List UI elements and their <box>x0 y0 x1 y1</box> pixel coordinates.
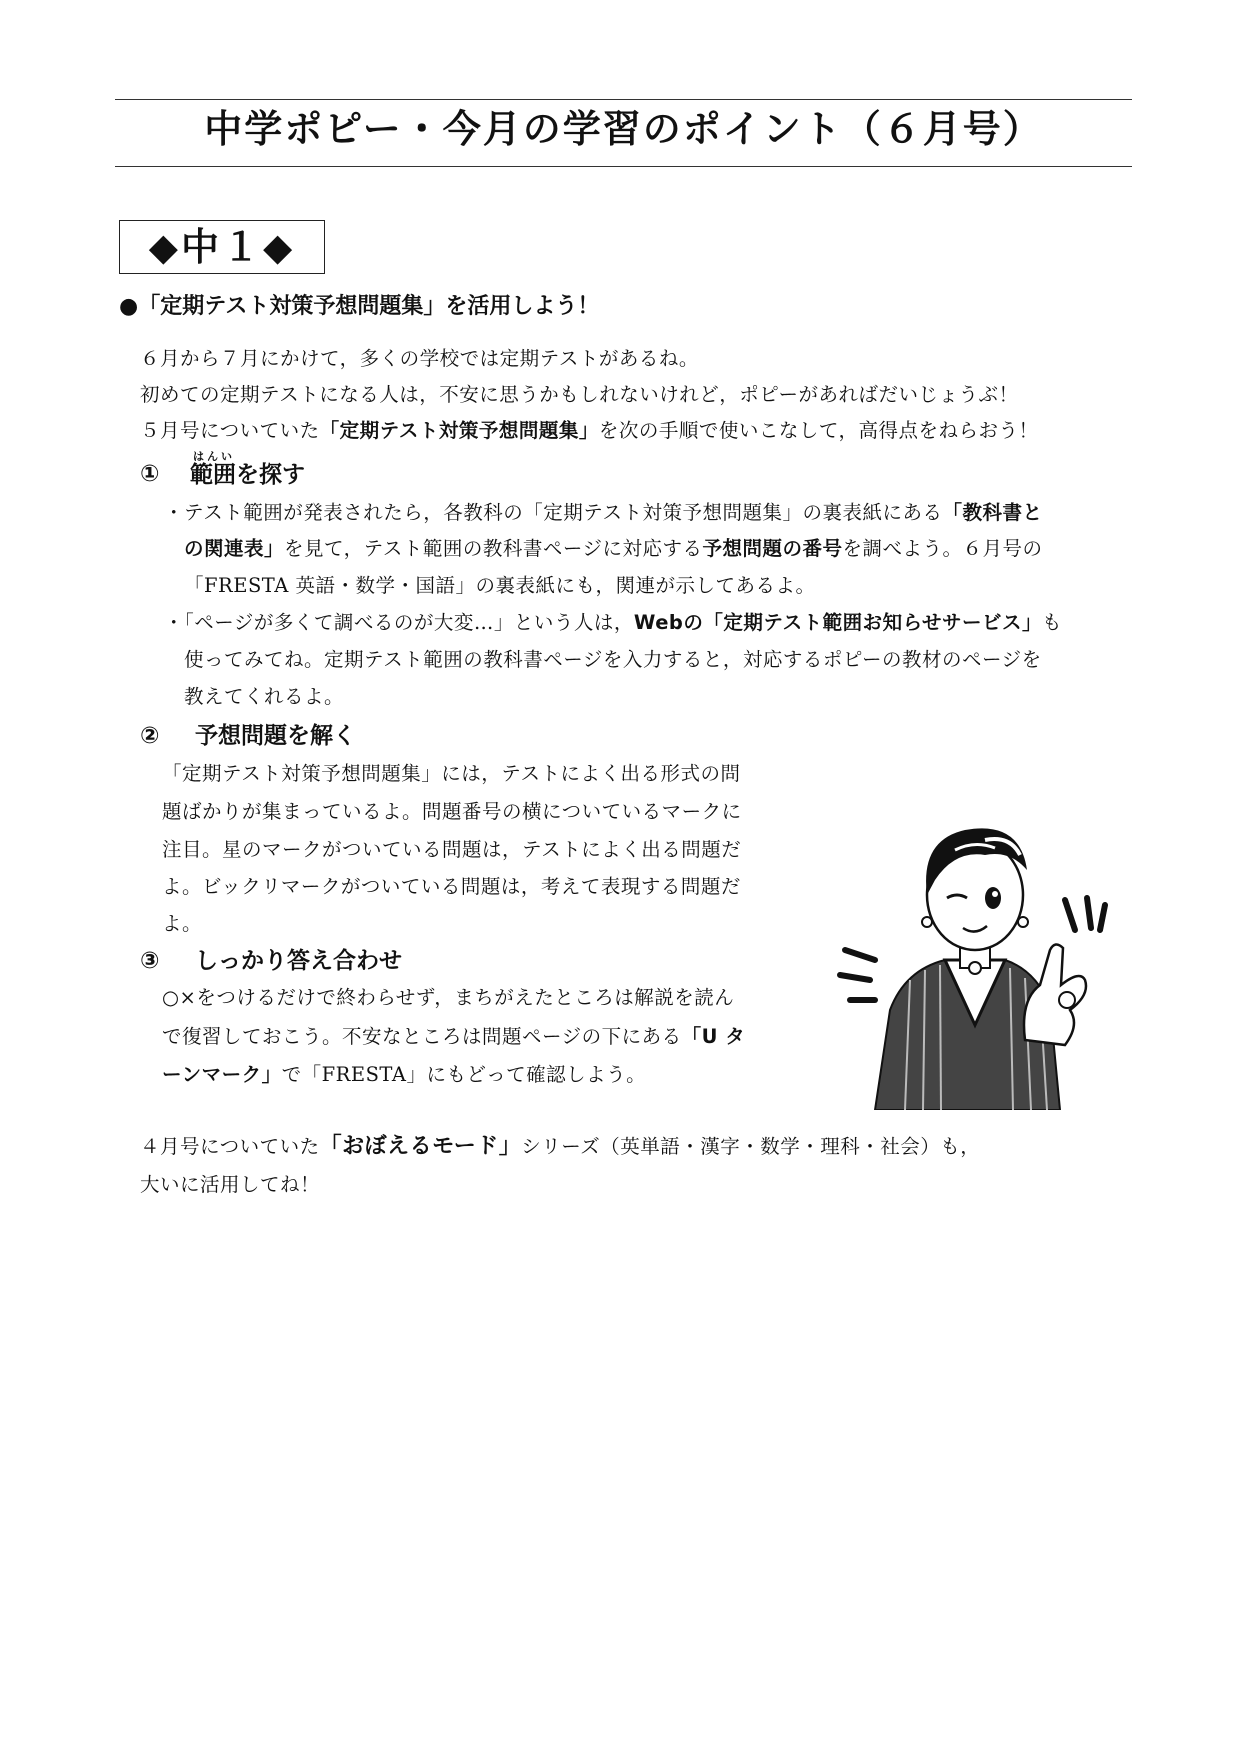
step3-line-3: ーンマーク」で「FRESTA」にもどって確認しよう。 <box>162 1063 647 1086</box>
step2-line-3: 注目。星のマークがついている問題は，テストによく出る問題だ <box>162 838 742 861</box>
step1-bullet1-line3: 「FRESTA 英語・数学・国語」の裏表紙にも，関連が示してあるよ。 <box>184 574 816 597</box>
girl-ok-sign-illustration <box>835 810 1120 1110</box>
step3-title: しっかり答え合わせ <box>195 948 402 974</box>
step1-ruby: はんい <box>193 450 235 463</box>
title-rule-bottom <box>115 166 1132 167</box>
step1-bullet1-line1: ・テスト範囲が発表されたら，各教科の「定期テスト対策予想問題集」の裏表紙にある「教科書と <box>164 501 1043 524</box>
title-rule-top <box>115 99 1132 100</box>
page-title: 中学ポピー・今月の学習のポイント（６月号） <box>204 107 1043 151</box>
step1-title: 範囲を探す <box>190 462 305 488</box>
step3-number: ③ <box>140 948 160 974</box>
step2-line-1: 「定期テスト対策予想問題集」には，テストによく出る形式の問 <box>162 762 741 785</box>
closing-line-2: 大いに活用してね！ <box>140 1173 321 1196</box>
step2-number: ② <box>140 723 160 749</box>
intro-line-2: 初めての定期テストになる人は，不安に思うかもしれないけれど，ポピーがあればだいじょうぶ！ <box>140 383 1019 406</box>
closing-line-1: ４月号についていた「おぼえるモード」シリーズ（英単語・漢字・数学・理科・社会）も， <box>140 1134 981 1159</box>
step3-line-1: ○×をつけるだけで終わらせず，まちがえたところは解説を読ん <box>162 986 735 1009</box>
step3-line-2: で復習しておこう。不安なところは問題ページの下にある「U タ <box>162 1025 746 1048</box>
section-heading: ●「定期テスト対策予想問題集」を活用しよう！ <box>119 294 600 319</box>
step1-bullet2-line3: 教えてくれるよ。 <box>184 685 345 708</box>
step2-line-5: よ。 <box>162 912 203 935</box>
step2-line-4: よ。ビックリマークがついている問題は，考えて表現する問題だ <box>162 875 741 898</box>
step1-number: ① <box>140 461 160 487</box>
intro-line-3: ５月号についていた「定期テスト対策予想問題集」を次の手順で使いこなして，高得点をねらおう！ <box>140 419 1039 442</box>
intro-line-1: ６月から７月にかけて，多くの学校では定期テストがあるね。 <box>140 347 699 370</box>
step1-bullet2-line2: 使ってみてね。定期テスト範囲の教科書ページを入力すると，対応するポピーの教材のページを <box>184 648 1042 671</box>
step2-line-2: 題ばかりが集まっているよ。問題番号の横についているマークに <box>162 800 742 823</box>
step1-bullet1-line2: の関連表」を見て，テスト範囲の教科書ページに対応する予想問題の番号を調べよう。６月号の <box>184 537 1043 560</box>
step1-bullet2-line1: ・「ページが多くて調べるのが大変…」という人は，Webの「定期テスト範囲お知らせサービス」も <box>164 611 1063 634</box>
step2-title: 予想問題を解く <box>195 723 356 749</box>
grade-label: ◆中１◆ <box>119 220 325 274</box>
